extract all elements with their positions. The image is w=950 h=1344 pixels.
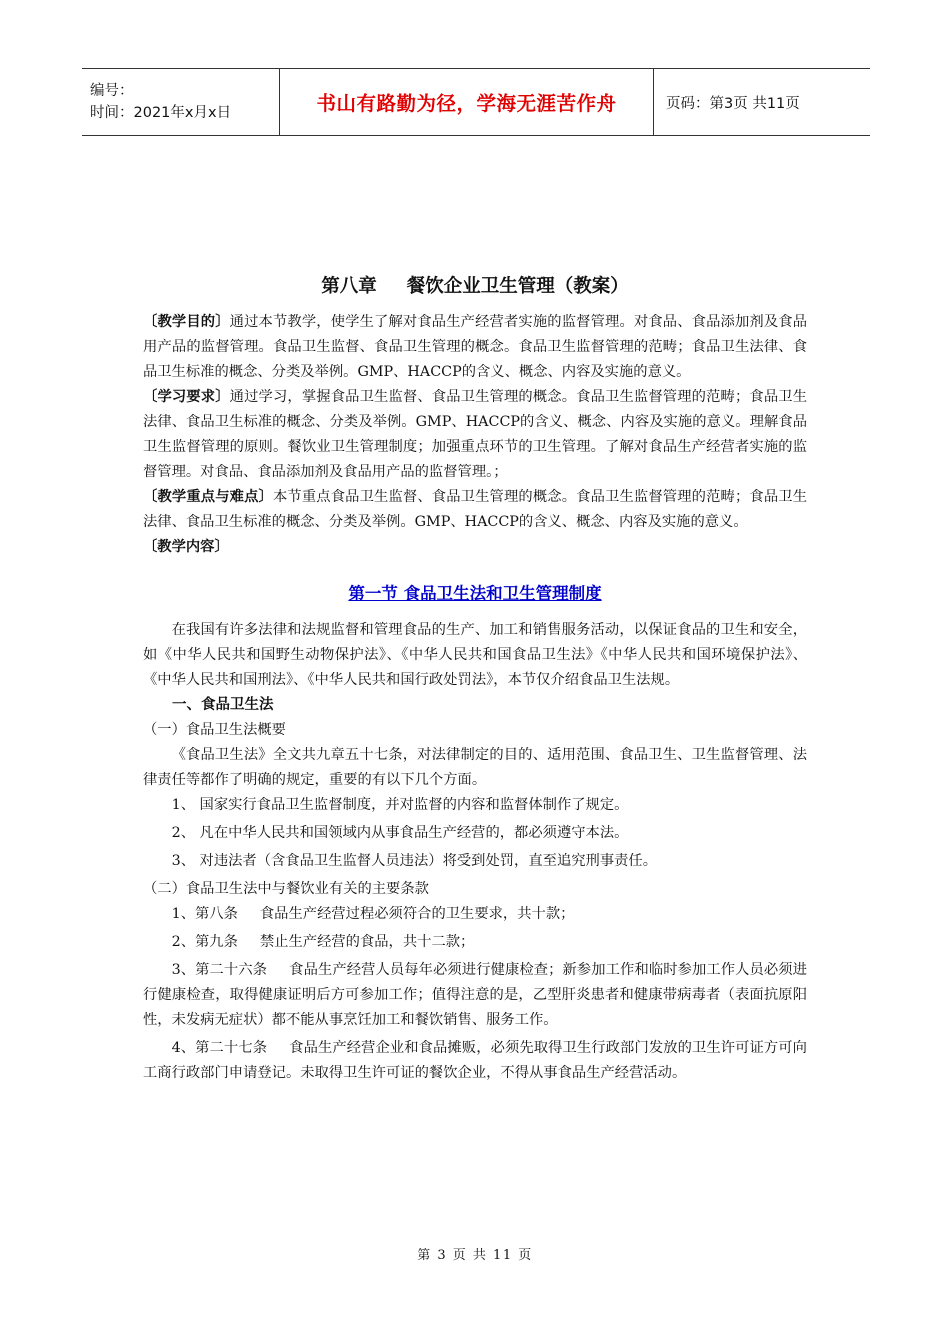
header-page-info: [654, 69, 870, 135]
article-item: [143, 1036, 807, 1086]
article-text: 食品生产经营企业和食品摊贩，必须先取得卫生行政部门发放的卫生许可证方可向工商行政部门申请登记。未取得卫生许可证的餐饮企业，不得从事食品生产经营活动。: [143, 1040, 807, 1081]
key-points-text: 本节重点食品卫生监督、食品卫生管理的概念。食品卫生监督管理的范畴；食品卫生法律、食品卫生标准的概念、分类及举例。GMP、HACCP的含义、概念、内容及实施的意义。: [143, 489, 808, 530]
document-body: [143, 310, 807, 1089]
learning-requirement-text: 通过学习，掌握食品卫生监督、食品卫生管理的概念。食品卫生监督管理的范畴；食品卫生法律、食品卫生标准的概念、分类及举例。GMP、HACCP的含义、概念、内容及实施的意义。理解食品卫生监督管理的原则。餐饮业卫生管理制度；加强重点环节的卫生管理。了解对食品生产经营者实施的监督管理。对食品、食品添加剂及食品用产品的监督管理。；: [143, 389, 808, 480]
page-footer: [0, 1244, 950, 1263]
key-points-label: 〔教学重点与难点〕: [143, 489, 273, 505]
article-item: [143, 930, 807, 955]
article-number: 1、第八条: [171, 906, 238, 922]
teaching-content-label: 〔教学内容〕: [143, 539, 229, 555]
learning-requirement-label: 〔学习要求〕: [143, 389, 230, 405]
section-title-link[interactable]: 第一节 食品卫生法和卫生管理制度: [348, 584, 602, 603]
subheading-overview: （一）食品卫生法概要: [143, 722, 286, 738]
document-date: 时间：2021年x月x日: [90, 105, 232, 121]
page-header: [82, 68, 870, 136]
header-meta: [82, 69, 280, 135]
chapter-title: [0, 272, 950, 298]
learning-requirement-paragraph: [143, 385, 807, 485]
article-text: 食品生产经营过程必须符合的卫生要求，共十款；: [259, 906, 575, 922]
teaching-objective-label: 〔教学目的〕: [143, 314, 230, 330]
teaching-objective-text: 通过本节教学，使学生了解对食品生产经营者实施的监督管理。对食品、食品添加剂及食品用产品的监督管理。食品卫生监督、食品卫生管理的概念。食品卫生监督管理的范畴；食品卫生法律、食品卫生标准的概念、分类及举例。GMP、HACCP的含义、概念、内容及实施的意义。: [143, 314, 808, 380]
article-item: [143, 902, 807, 927]
subheading-main-articles: （二）食品卫生法中与餐饮业有关的主要条款: [143, 881, 429, 897]
footer-page-number: 第 3 页 共 11 页: [417, 1248, 533, 1263]
heading-food-hygiene-law: 一、食品卫生法: [172, 697, 274, 713]
document-number-label: 编号：: [90, 83, 134, 99]
page-info-text: 页码：第3页 共11页: [666, 95, 800, 112]
article-number: 3、第二十六条: [171, 962, 268, 978]
key-points-paragraph: [143, 485, 807, 535]
article-item: [143, 958, 807, 1033]
chapter-number: 第八章: [321, 276, 377, 297]
header-motto: [280, 69, 654, 135]
article-text: 食品生产经营人员每年必须进行健康检查；新参加工作和临时参加工作人员必须进行健康检查，取得健康证明后方可参加工作；值得注意的是，乙型肝炎患者和健康带病毒者（表面抗原阳性，未发病无症状）都不能从事烹饪加工和餐饮销售、服务工作。: [143, 962, 807, 1028]
motto-text: 书山有路勤为径，学海无涯苦作舟: [316, 92, 617, 115]
section-intro-paragraph: 在我国有许多法律和法规监督和管理食品的生产、加工和销售服务活动，以保证食品的卫生和安全，如《中华人民共和国野生动物保护法》、《中华人民共和国食品卫生法》《中华人民共和国环境保护法》、《中华人民共和国刑法》、《中华人民共和国行政处罚法》，本节仅介绍食品卫生法规。: [143, 622, 807, 688]
article-number: 4、第二十七条: [171, 1040, 268, 1056]
teaching-objective-paragraph: [143, 310, 807, 385]
list-item: 3、 对违法者（含食品卫生监督人员违法）将受到处罚，直至追究刑事责任。: [171, 853, 658, 869]
overview-paragraph: 《食品卫生法》全文共九章五十七条，对法律制定的目的、适用范围、食品卫生、卫生监督管理、法律责任等都作了明确的规定，重要的有以下几个方面。: [143, 747, 807, 788]
article-number: 2、第九条: [171, 934, 238, 950]
list-item: 1、 国家实行食品卫生监督制度，并对监督的内容和监督体制作了规定。: [171, 797, 629, 813]
article-text: 禁止生产经营的食品，共十二款；: [259, 934, 475, 950]
teaching-content-paragraph: [143, 535, 807, 560]
list-item: 2、 凡在中华人民共和国领域内从事食品生产经营的，都必须遵守本法。: [171, 825, 629, 841]
chapter-name: 餐饮企业卫生管理（教案）: [406, 276, 629, 297]
